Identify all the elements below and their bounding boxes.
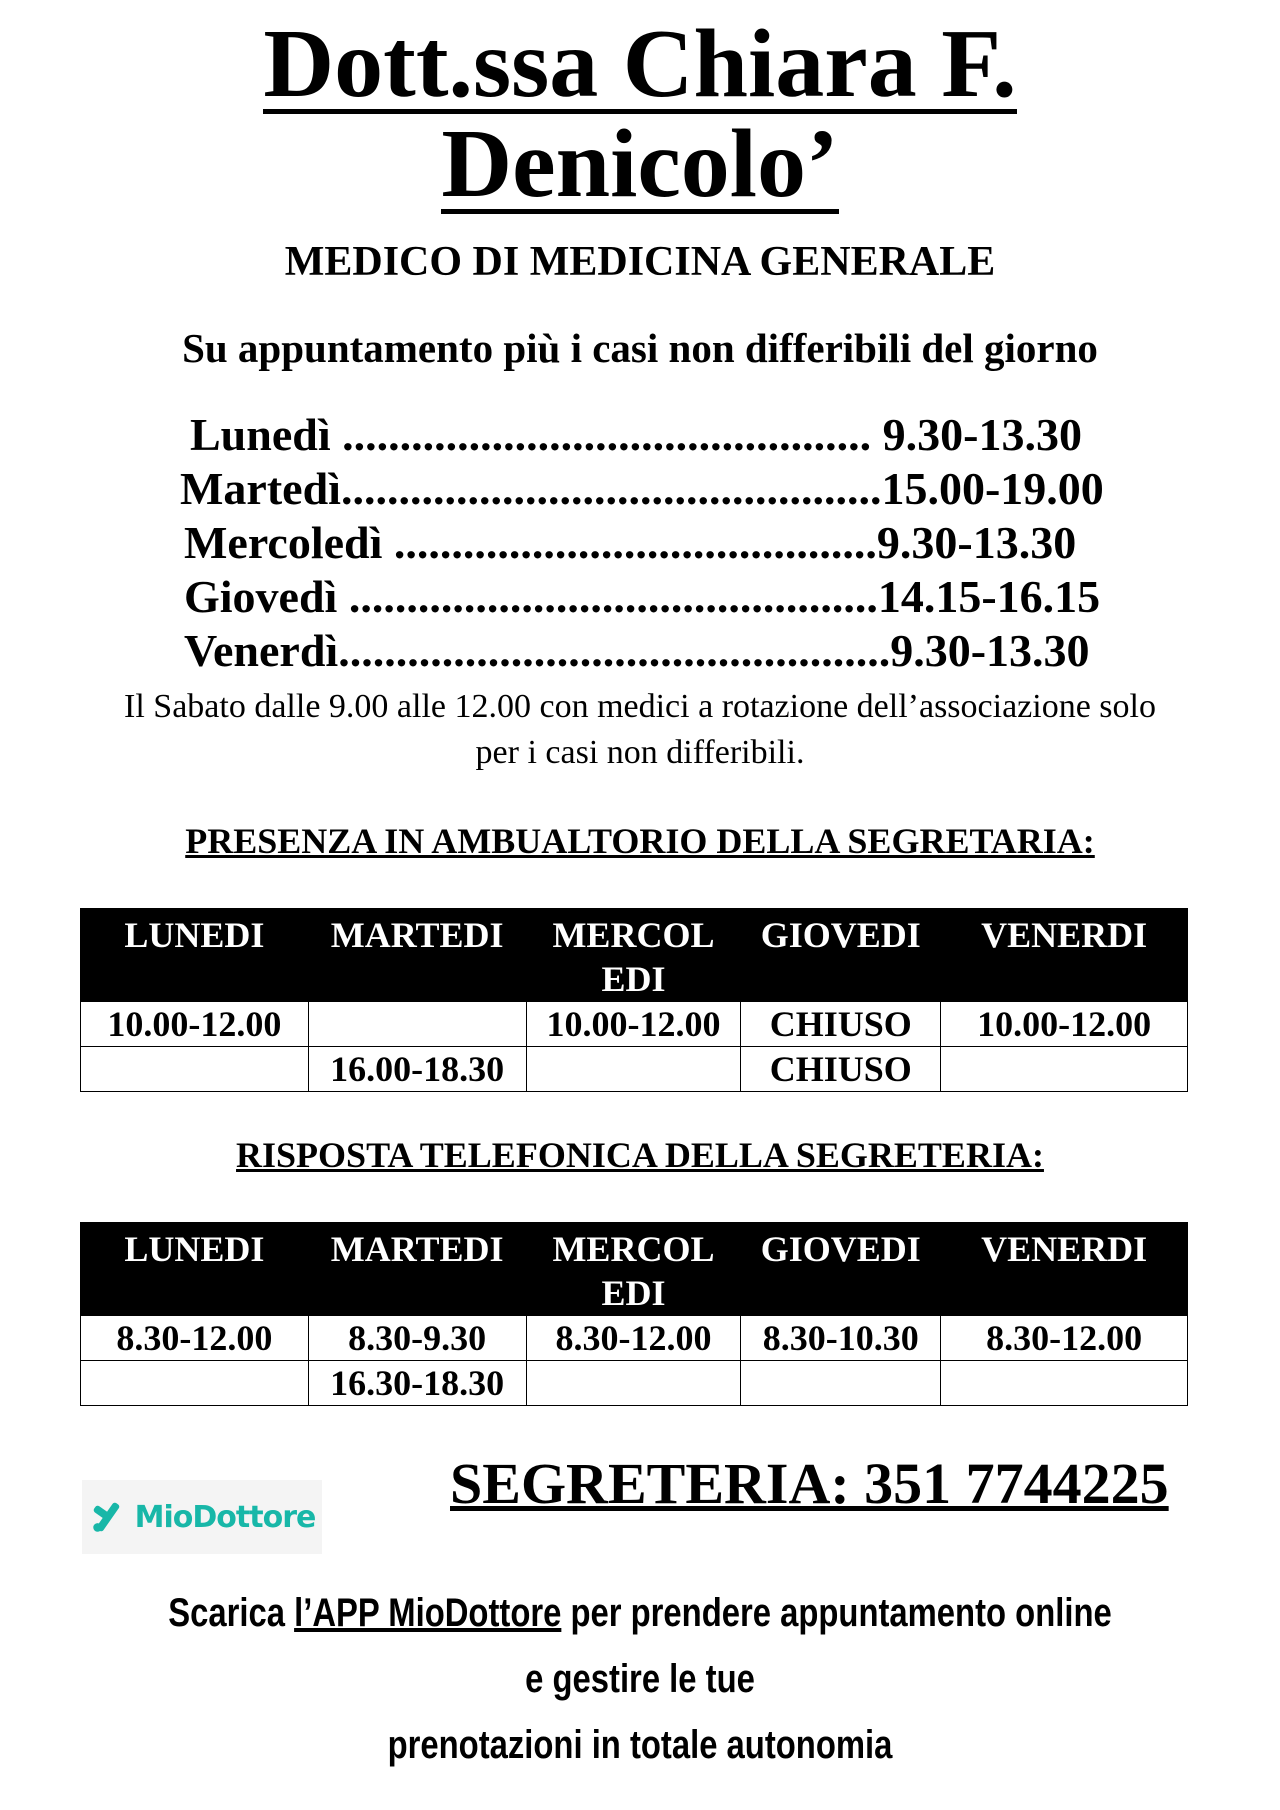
table-header: MARTEDI <box>308 1223 526 1316</box>
doctor-name-line1: Dott.ssa Chiara F. <box>263 10 1017 118</box>
table-header: LUNEDI <box>81 1223 309 1316</box>
table-header: MERCOL EDI <box>526 909 741 1002</box>
saturday-note-line1: Il Sabato dalle 9.00 alle 12.00 con medici a rotazione dell’associazione solo <box>124 688 1156 725</box>
table-cell <box>941 1361 1188 1406</box>
office-hours-row: Martedì...............................................15.00-19.00 <box>180 463 1104 514</box>
saturday-note-line2: per i casi non differibili. <box>475 734 805 771</box>
phone-response-title: RISPOSTA TELEFONICA DELLA SEGRETERIA: <box>236 1135 1044 1175</box>
table-cell <box>526 1047 741 1092</box>
table-header: MARTEDI <box>308 909 526 1002</box>
table-cell <box>81 1047 309 1092</box>
table-row <box>81 1002 1188 1047</box>
table-cell: 10.00-12.00 <box>526 1002 741 1047</box>
table-cell: CHIUSO <box>741 1002 941 1047</box>
doctor-name-line2: Denicolo’ <box>441 110 839 218</box>
miodottore-logo-icon <box>89 1498 127 1536</box>
miodottore-logo <box>82 1480 322 1554</box>
table-cell: 8.30-12.00 <box>941 1316 1188 1361</box>
miodottore-logo-text: MioDottore <box>134 1499 316 1535</box>
footer-note <box>156 1580 1124 1778</box>
office-hours-row: Lunedì .............................................. 9.30-13.30 <box>190 409 1082 460</box>
footer-text: Scarica <box>168 1591 295 1635</box>
table-row <box>81 1316 1188 1361</box>
table-row <box>81 1361 1188 1406</box>
doctor-name <box>0 10 1280 218</box>
footer-text: per prendere appuntamento online e gestire le tue <box>525 1591 1112 1701</box>
table-cell: CHIUSO <box>741 1047 941 1092</box>
table-cell: 16.00-18.30 <box>308 1047 526 1092</box>
office-hours-row: Giovedì ..............................................14.15-16.15 <box>184 571 1101 622</box>
table-cell: 8.30-9.30 <box>308 1316 526 1361</box>
table-cell: 10.00-12.00 <box>941 1002 1188 1047</box>
table-header: VENERDI <box>941 909 1188 1002</box>
table-cell: 8.30-12.00 <box>81 1316 309 1361</box>
table-cell <box>526 1361 741 1406</box>
phone-response-table <box>80 1222 1188 1406</box>
table-cell <box>941 1047 1188 1092</box>
table-cell: 8.30-12.00 <box>526 1316 741 1361</box>
table-header: LUNEDI <box>81 909 309 1002</box>
table-cell <box>308 1002 526 1047</box>
table-row <box>81 1047 1188 1092</box>
footer-line2: prenotazioni in totale autonomia <box>387 1723 893 1767</box>
table-cell <box>81 1361 309 1406</box>
table-header: GIOVEDI <box>741 909 941 1002</box>
table-header: VENERDI <box>941 1223 1188 1316</box>
table-cell: 10.00-12.00 <box>81 1002 309 1047</box>
secretary-presence-table <box>80 908 1188 1092</box>
table-cell: 16.30-18.30 <box>308 1361 526 1406</box>
app-link[interactable]: l’APP MioDottore <box>294 1591 562 1635</box>
saturday-note <box>0 684 1280 776</box>
footer-line1 <box>156 1580 1124 1712</box>
table-header: GIOVEDI <box>741 1223 941 1316</box>
doctor-role: MEDICO DI MEDICINA GENERALE <box>284 239 996 285</box>
secretary-phone: SEGRETERIA: 351 7744225 <box>450 1451 1169 1516</box>
appointment-note: Su appuntamento più i casi non differibili del giorno <box>182 325 1098 371</box>
office-hours-list <box>170 408 1170 678</box>
office-hours-row: Venerdì................................................9.30-13.30 <box>184 625 1090 676</box>
table-cell: 8.30-10.30 <box>741 1316 941 1361</box>
table-cell <box>741 1361 941 1406</box>
table-header: MERCOL EDI <box>526 1223 741 1316</box>
secretary-presence-title: PRESENZA IN AMBUALTORIO DELLA SEGRETARIA: <box>185 821 1095 861</box>
office-hours-row: Mercoledì ..........................................9.30-13.30 <box>184 517 1077 568</box>
